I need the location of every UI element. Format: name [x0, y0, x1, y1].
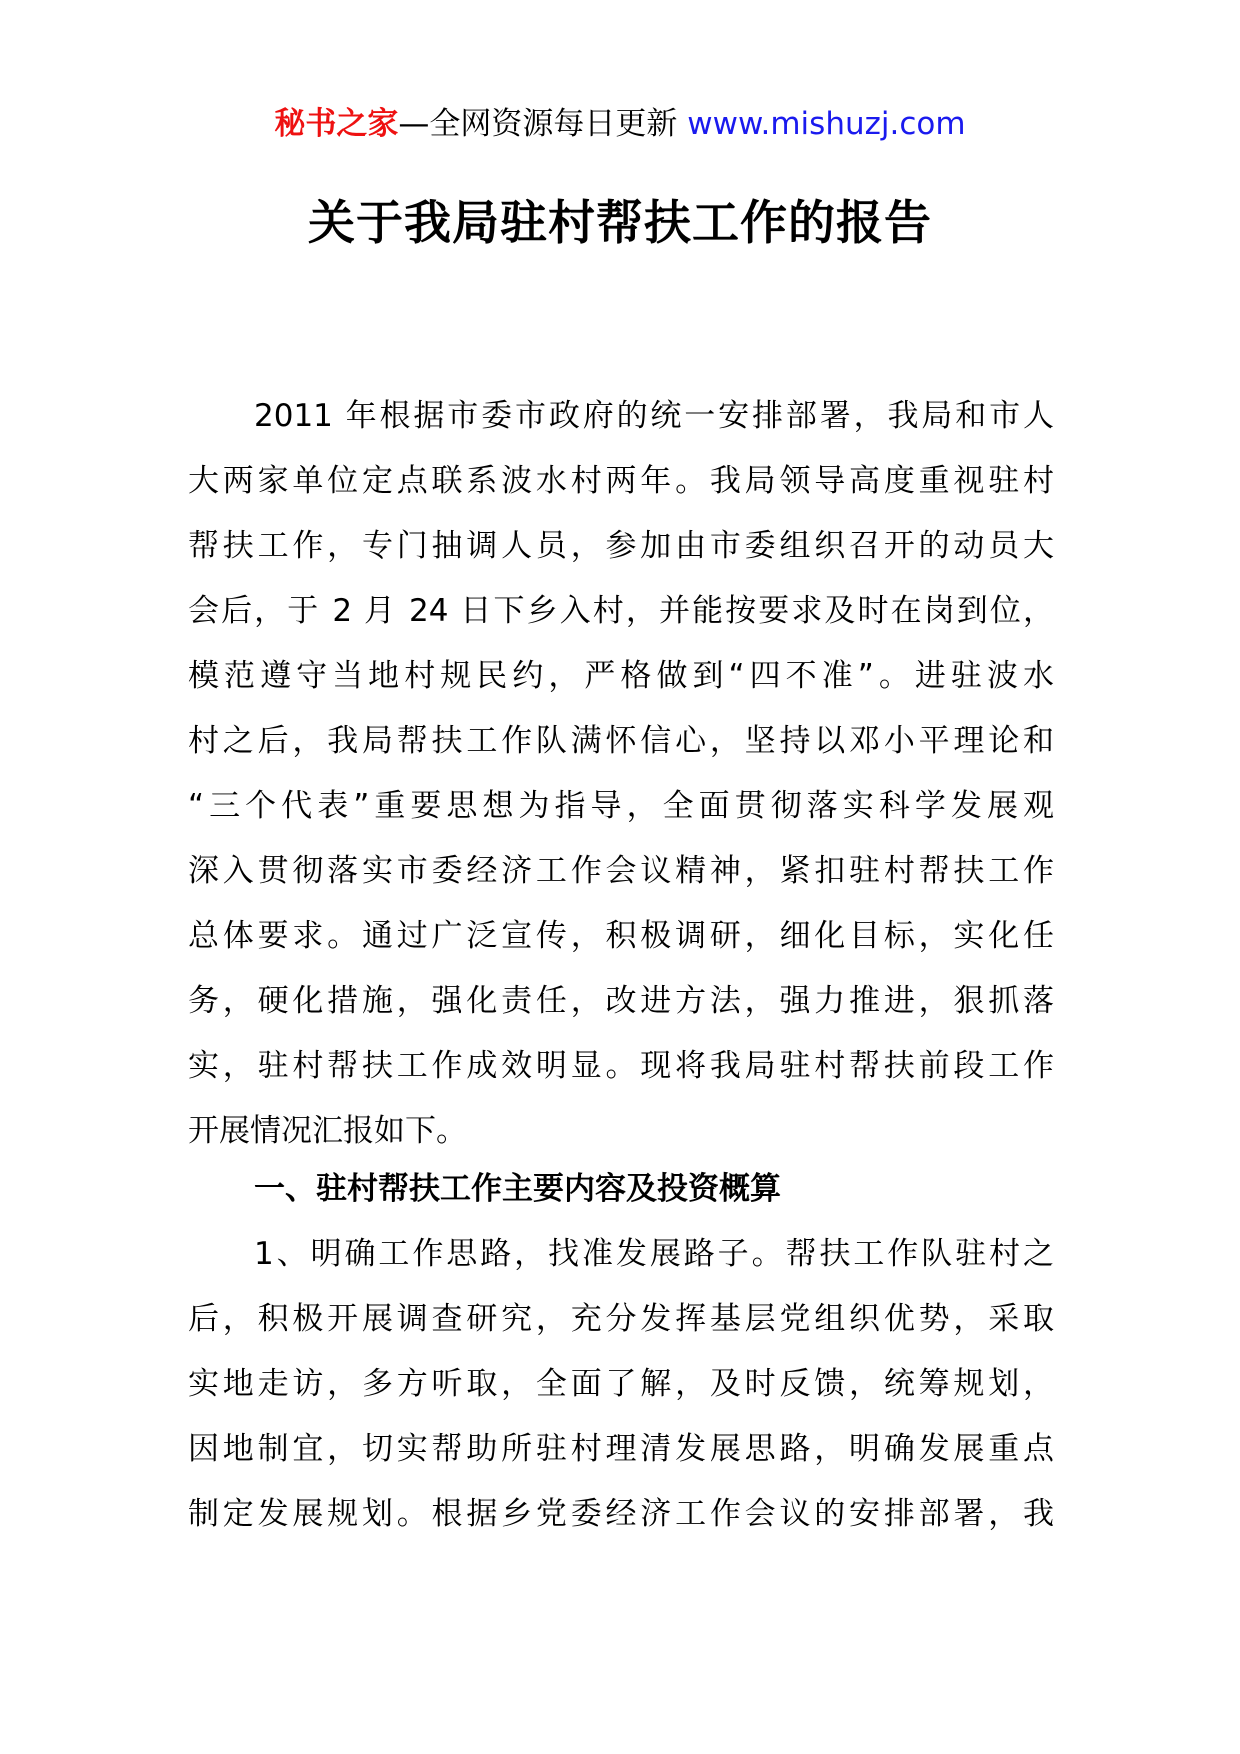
paragraph-line: 总体要求。通过广泛宣传，积极调研，细化目标，实化任: [188, 918, 1054, 954]
site-tagline: —全网资源每日更新: [398, 106, 678, 142]
site-url-link[interactable]: www.mishuzj.com: [687, 106, 966, 142]
paragraph-line: 帮扶工作，专门抽调人员，参加由市委组织召开的动员大: [188, 528, 1054, 564]
document-title: 关于我局驻村帮扶工作的报告: [308, 196, 932, 251]
paragraph-line: 制定发展规划。根据乡党委经济工作会议的安排部署，我: [188, 1496, 1054, 1532]
section-heading: 一、驻村帮扶工作主要内容及投资概算: [254, 1171, 781, 1207]
paragraph-line: 实地走访，多方听取，全面了解，及时反馈，统筹规划，: [188, 1366, 1054, 1402]
paragraph-line: 务，硬化措施，强化责任，改进方法，强力推进，狠抓落: [188, 983, 1054, 1019]
paragraph-line: 开展情况汇报如下。: [188, 1113, 467, 1149]
site-brand: 秘书之家: [274, 106, 399, 142]
paragraph-line: 深入贯彻落实市委经济工作会议精神，紧扣驻村帮扶工作: [188, 853, 1054, 889]
paragraph-line: 实，驻村帮扶工作成效明显。现将我局驻村帮扶前段工作: [188, 1048, 1054, 1084]
site-header: [0, 100, 1240, 148]
section-one: [188, 1157, 1054, 1547]
paragraph-line: 后，积极开展调查研究，充分发挥基层党组织优势，采取: [188, 1301, 1054, 1337]
paragraph-line: 2011 年根据市委市政府的统一安排部署，我局和市人: [254, 398, 1054, 434]
paragraph-line: 因地制宜，切实帮助所驻村理清发展思路，明确发展重点: [188, 1431, 1054, 1467]
paragraph-line: 模范遵守当地村规民约，严格做到“四不准”。进驻波水: [188, 658, 1054, 694]
paragraph-line: 会后，于 2 月 24 日下乡入村，并能按要求及时在岗到位，: [188, 593, 1054, 629]
paragraph-line: “三个代表”重要思想为指导，全面贯彻落实科学发展观: [188, 788, 1054, 824]
paragraph-line: 1、明确工作思路，找准发展路子。帮扶工作队驻村之: [254, 1236, 1054, 1272]
paragraph-line: 村之后，我局帮扶工作队满怀信心，坚持以邓小平理论和: [188, 723, 1054, 759]
intro-paragraph: [188, 384, 1054, 1164]
paragraph-line: 大两家单位定点联系波水村两年。我局领导高度重视驻村: [188, 463, 1054, 499]
